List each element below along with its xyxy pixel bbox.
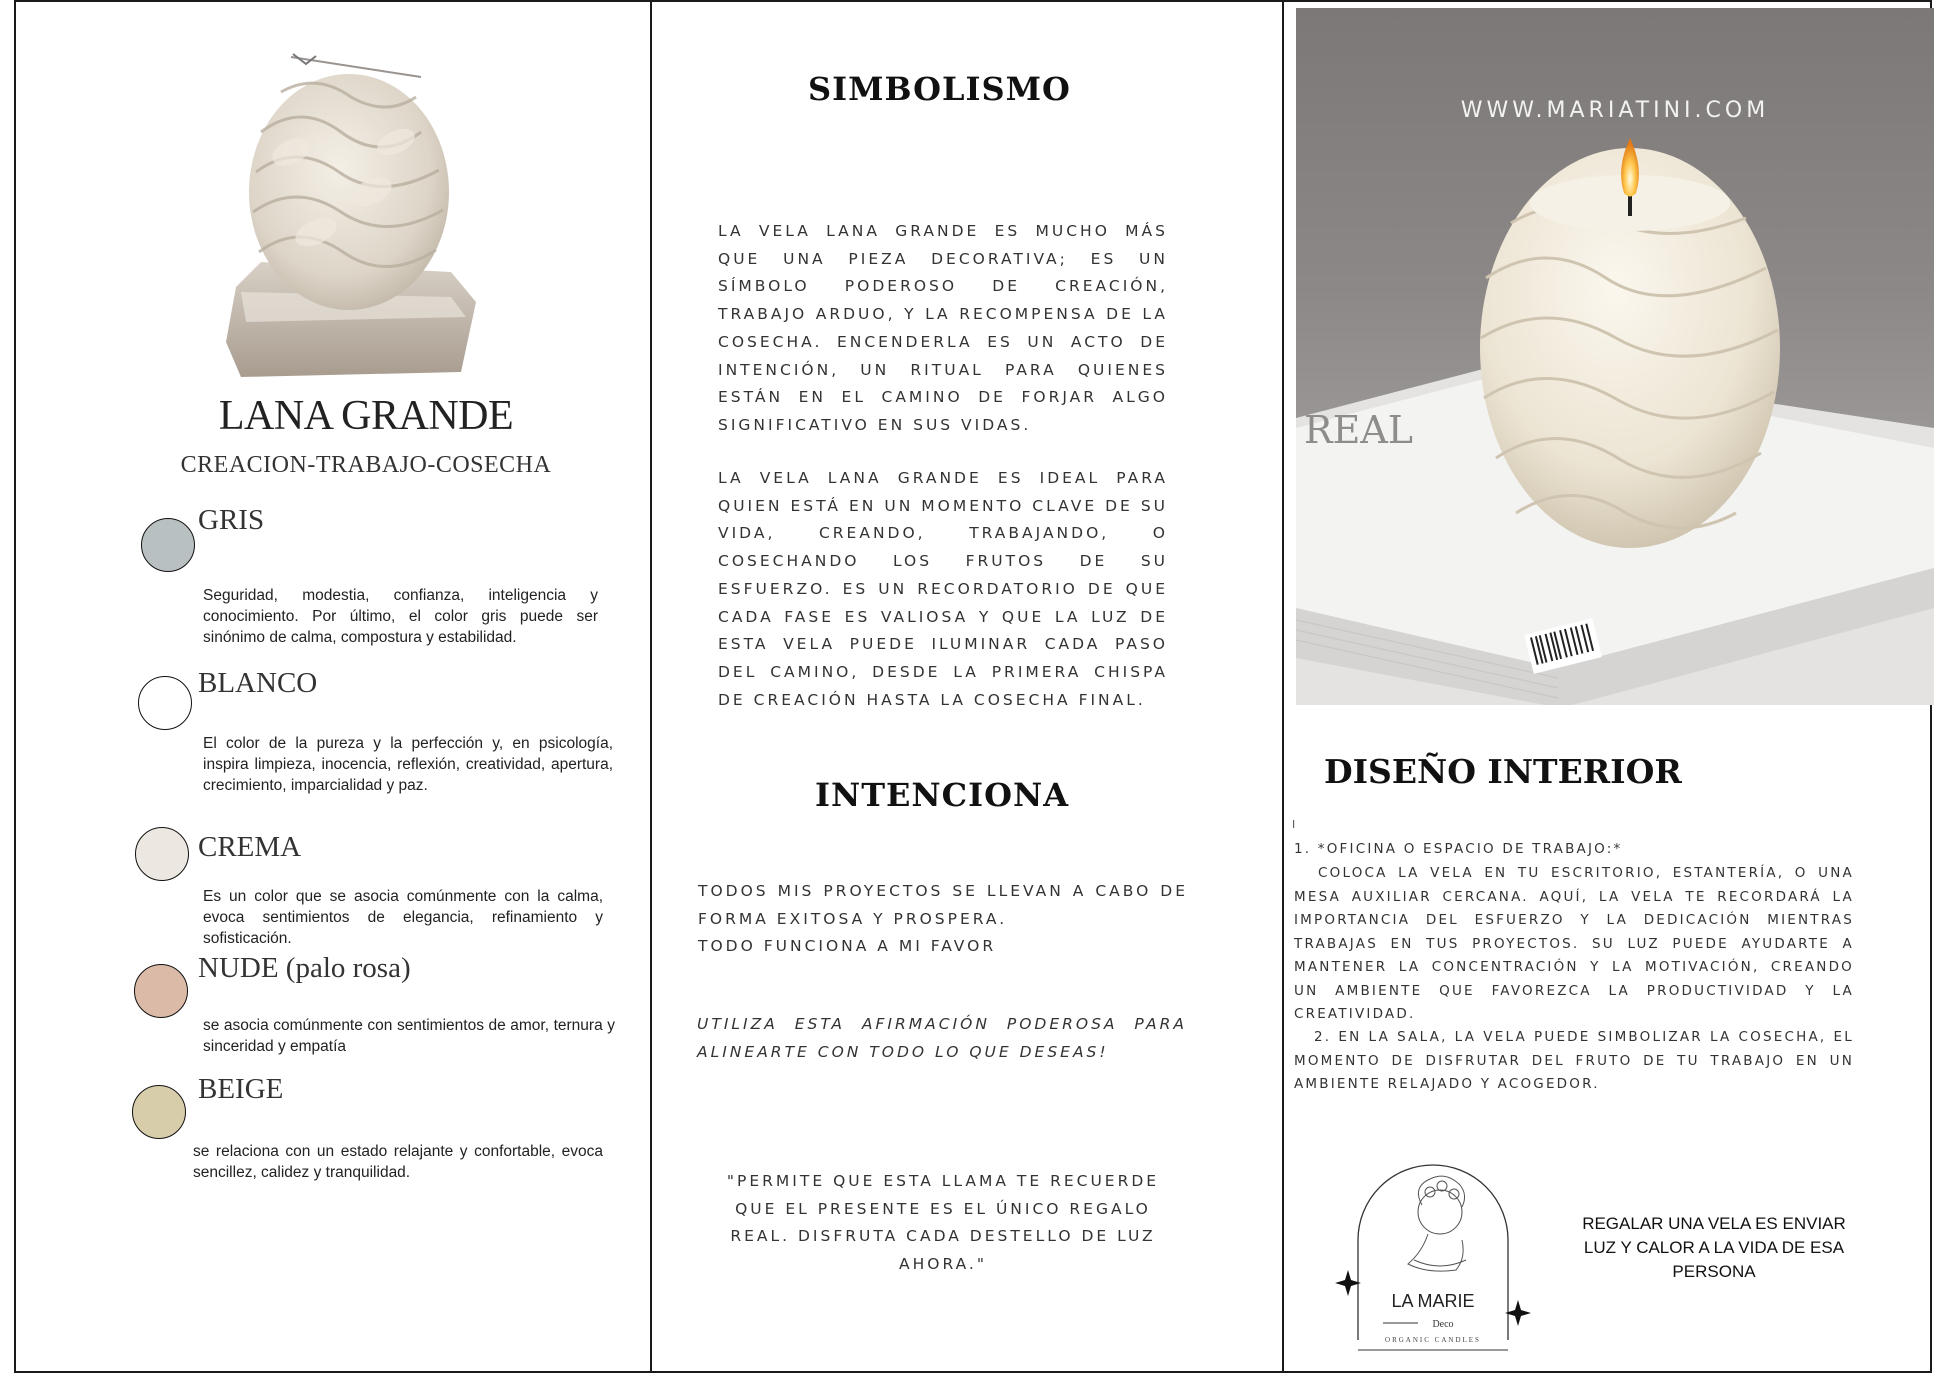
color-name: BLANCO	[198, 667, 318, 699]
color-name: CREMA	[198, 831, 302, 863]
panel-symbolism	[650, 0, 1282, 1373]
logo-sub: Deco	[1432, 1319, 1454, 1330]
panel-interior-design	[1284, 0, 1930, 1373]
color-description: Seguridad, modestia, confianza, inteligencia y conocimiento. Por último, el color gris puede ser sinónimo de calma, compostura y estabilidad.	[203, 587, 598, 646]
stray-mark: I	[1292, 818, 1296, 831]
heading-simbolismo: SIMBOLISMO	[808, 70, 1071, 108]
logo-name: LA MARIE	[1391, 1291, 1475, 1311]
swatch-blanco	[138, 676, 192, 730]
swatch-gris	[141, 518, 195, 572]
affirmation-note: UTILIZA ESTA AFIRMACIÓN PODEROSA PARA ALINEARTE CON TODO LO QUE DESEAS!	[697, 1015, 1187, 1061]
swatch-beige	[132, 1085, 186, 1139]
color-name: NUDE (palo rosa)	[198, 952, 411, 984]
candle-lit-photo	[1296, 8, 1934, 705]
gift-message: REGALAR UNA VELA ES ENVIAR LUZ Y CALOR A LA VIDA DE ESA PERSONA	[1582, 1214, 1846, 1281]
color-description: Es un color que se asocia comúnmente con la calma, evoca sentimientos de elegancia, refinamiento y sofisticación.	[203, 888, 603, 947]
product-title: LANA GRANDE	[218, 393, 514, 439]
panel-colors	[16, 0, 650, 1373]
candle-product-image	[221, 42, 481, 382]
heading-intenciona: INTENCIONA	[815, 776, 1070, 814]
affirmation-line-2: TODO FUNCIONA A MI FAVOR	[698, 937, 997, 955]
affirmation-line-1: TODOS MIS PROYECTOS SE LLEVAN A CABO DE FORMA EXITOSA Y PROSPERA.	[698, 882, 1188, 928]
symbolism-paragraph-2: LA VELA LANA GRANDE ES IDEAL PARA QUIEN ESTÁ EN UN MOMENTO CLAVE DE SU VIDA, CREANDO, TRABAJANDO, O COSECHANDO LOS FRUTOS DE SU ESFUERZO. ES UN RECORDATORIO DE QUE CADA FASE ES VALIOSA Y QUE LA LUZ DE ESTA VELA PUEDE ILUMINAR CADA PASO DEL CAMINO, DESDE LA PRIMERA CHISPA DE CREACIÓN HASTA LA COSECHA FINAL.	[718, 469, 1168, 709]
closing-quote: "PERMITE QUE ESTA LLAMA TE RECUERDE QUE EL PRESENTE ES EL ÚNICO REGALO REAL. DISFRUTA CADA DESTELLO DE LUZ AHORA."	[726, 1172, 1160, 1274]
swatch-nude	[134, 964, 188, 1018]
color-description: se asocia comúnmente con sentimientos de amor, ternura y sinceridad y empatía	[203, 1017, 615, 1055]
la-marie-logo	[1318, 1150, 1558, 1360]
color-description: El color de la pureza y la perfección y, en psicología, inspira limpieza, inocencia, reflexión, creatividad, apertura, crecimiento, imparcialidad y paz.	[203, 735, 613, 794]
color-name: BEIGE	[198, 1073, 284, 1105]
heading-diseno-interior: DISEÑO INTERIOR	[1324, 752, 1682, 791]
interior-item-1-body: COLOCA LA VELA EN TU ESCRITORIO, ESTANTERÍA, O UNA MESA AUXILIAR CERCANA. AQUÍ, LA VELA TE RECORDARÁ LA IMPORTANCIA DEL ESFUERZO Y LA DEDICACIÓN MIENTRAS TRABAJAS EN TUS PROYECTOS. SU LUZ PUEDE AYUDARTE A MANTENER LA CONCENTRACIÓN Y LA MOTIVACIÓN, CREANDO UN AMBIENTE QUE FAVOREZCA LA PRODUCTIVIDAD Y LA CREATIVIDAD.	[1294, 865, 1854, 1022]
interior-item-2: 2. EN LA SALA, LA VELA PUEDE SIMBOLIZAR LA COSECHA, EL MOMENTO DE DISFRUTAR DEL FRUTO DE TU TRABAJO EN UN AMBIENTE RELAJADO Y ACOGEDOR.	[1294, 1029, 1854, 1092]
symbolism-paragraph-1: LA VELA LANA GRANDE ES MUCHO MÁS QUE UNA PIEZA DECORATIVA; ES UN SÍMBOLO PODEROSO DE CREACIÓN, TRABAJO ARDUO, Y LA RECOMPENSA DE LA COSECHA. ENCENDERLA ES UN ACTO DE INTENCIÓN, UN RITUAL PARA QUIENES ESTÁN EN EL CAMINO DE FORJAR ALGO SIGNIFICATIVO EN SUS VIDAS.	[718, 222, 1168, 434]
color-description: se relaciona con un estado relajante y confortable, evoca sencillez, calidez y tranquilidad.	[193, 1143, 603, 1181]
color-name: GRIS	[198, 504, 265, 536]
interior-item-1-title: 1. *OFICINA O ESPACIO DE TRABAJO:*	[1294, 841, 1623, 857]
swatch-crema	[135, 827, 189, 881]
book-cover-text: REAL	[1304, 408, 1414, 452]
logo-tagline: ORGANIC CANDLES	[1385, 1336, 1481, 1344]
website-url[interactable]: WWW.MARIATINI.COM	[1460, 98, 1770, 123]
product-subtitle: CREACION-TRABAJO-COSECHA	[180, 452, 552, 478]
